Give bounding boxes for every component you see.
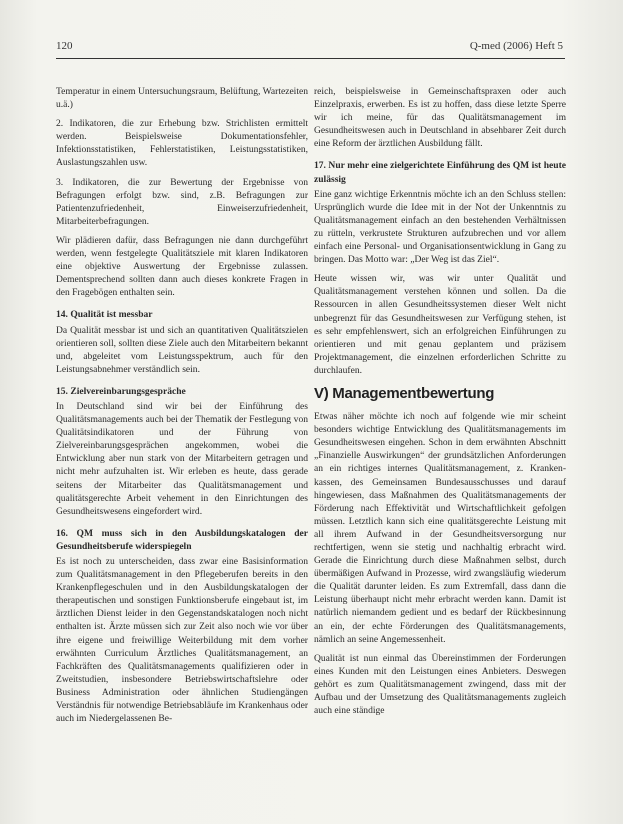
paragraph-v1: Etwas näher möchte ich noch auf folgende wie mir scheint besonders wichtige Entwicklung des Qualitätsmanagements im Gesundheitswesen eingehen. Schon in dem erwähnten Abschnitt „Finanzielle Auswirkungen“ der grundsätzlichen Anforderungen an ein richtiges internes Qualitätsmanagement, z. Kranken-kassen, des Gemeinsamen Bundesausschusses und darauf hingewiesen, dass Maßnahmen des Qualitätsmanagements der Förderung nach Effektivität und Wirtschaftlichkeit gefolgen müssen. Letztlich kann sich eine qualitätsgerechte Leistung mit all ihrem Aufwand in der Gesundheitsversorgung nur rechtfertigen, wenn sie stetig und nachhaltig erbracht wird. Gerade die Einrichtung durch diese Maßnahmen selbst, durch übermäßigen Aufwand in Prozesse, wird zwangsläufig wiederum die Qualität darunter leiden. Es zum Extremfall, dass dann die Leistung überhaupt nicht mehr erbracht werden kann. Damit ist natürlich niemandem gedient und es bedarf der Rückbesinnung an ein, der echte Förderungen des Qualitätsmanagements, nämlich an seine Angemessenheit. [314, 411, 566, 645]
paragraph-v2: Qualität ist nun einmal das Übereinstimmen der Forderungen eines Kunden mit den Leistungen eines Anbieters. Deswegen gehört es zum Qualitätsmanagement zwingend, dass mit der Aufbau und der Umsetzung des Qualitätsmanagements zugleich auch eine ständige [314, 652, 566, 717]
paragraph-16: Es ist noch zu unterscheiden, dass zwar eine Basisinformation zum Qualitätsmanagement in den Pflegeberufen bereits in den Krankenpflegeschulen und in den Ausbildungskatalogen der therapeutischen und sonstigen Funktionsberufe eingebaut ist, im ärztlichen Dienst leider in den Gegenstandskatalogen noch nicht enthalten ist. Ärzte müssen sich zur Zeit also noch wie vor über ihre eigene und freiwillige Weiterbildung mit dem vorher erwähnten Curriculum Ärztliches Qualitätsmanagement, an Fachkräften des Qualitätsmanagements qualifizieren oder in Zweitstudien, insbesondere Betriebswirtschaftslehre oder Business Administration oder ähnlichen Studiengängen Verständnis für notwendige Betriebsabläufe im Krankenhaus oder auch im Niedergelassenen Be- [56, 556, 308, 725]
heading-15: 15. Zielvereinbarungsgespräche [56, 385, 186, 397]
heading-16: 16. QM muss sich in den Ausbildungskatalogen der Gesundheitsberufe widerspiegeln [56, 527, 308, 552]
paragraph-intro: Temperatur in einem Untersuchungsraum, Belüftung, Wartezeiten u.ä.) [56, 86, 308, 111]
heading-14: 14. Qualität ist messbar [56, 309, 153, 321]
left-column [56, 85, 308, 731]
heading-17: 17. Nur mehr eine zielgerichtete Einführung des QM ist heute zulässig [314, 160, 566, 185]
paragraph-item-2: 2. Indikatoren, die zur Erhebung bzw. Strichlisten ermittelt werden. Beispielsweise Dokumentationsfehler, Infektionsstatistiken, Fehlerstatistiken, Leistungsstatistiken, Auslastungszahlen usw. [56, 118, 308, 169]
section-title: V) Managementbewertung [314, 384, 495, 402]
right-column [314, 85, 566, 723]
journal-header: Q-med (2006) Heft 5 [469, 40, 563, 52]
paragraph-15: In Deutschland sind wir bei der Einführung des Qualitätsmanagements auch bei der Thematik der Festlegung von Qualitätsindikatoren und der Führung von Zielvereinbarungsgesprächen angekommen, wobei die Entwicklung aber nun stark von der Mitarbeitern getragen und nicht mehr aufzuhalten ist. Wir erleben es heute, dass gerade seitens der Mitarbeiter das Qualitätsmanagement und qualitätsgerechte Arbeit vehement in den Einrichtungen des Gesundheitswesens eingefordert wird. [56, 400, 308, 517]
header-rule [56, 58, 565, 59]
paragraph-plead: Wir plädieren dafür, dass Befragungen nie dann durchgeführt werden, wenn festgelegte Qualitätsziele mit klaren Indikatoren eine objektive Auswertung der Ergebnisse zulassen. Dementsprechend sollten dann auch dieses konkrete Fragen in den Fragebögen enthalten sein. [56, 234, 308, 299]
paragraph-item-3: 3. Indikatoren, die zur Bewertung der Ergebnisse von Befragungen erfolgt bzw. sind, z.B. Befragungen zur Patientenzufriedenheit, Einweiserzufriedenheit, Mitarbeiterbefragungen. [56, 176, 308, 227]
page-number: 120 [56, 40, 73, 52]
paragraph-14: Da Qualität messbar ist und sich an quantitativen Qualitätszielen orientieren soll, sollten diese Ziele auch den Mitarbeitern bekannt und, abgeleitet vom Leistungsspektrum, auch für den Leistungsabnehmer verständlich sein. [56, 324, 308, 375]
paragraph-17b: Heute wissen wir, was wir unter Qualität und Qualitätsmanagement verstehen können und sollen. Da die Ressourcen in allen Gesundheitssystemen dieser Welt nicht unbegrenzt für das Gesundheitswesen zur Verfügung stehen, ist es sehr empfehlenswert, sich an erfolgreichen Einführungen zu orientieren und mit genau geplantem und präzisem Projektmanagement, die einzelnen erforderlichen Schritte zu durchlaufen. [314, 273, 566, 376]
paragraph-17a: Eine ganz wichtige Erkenntnis möchte ich an den Schluss stellen: Ursprünglich wurde die Idee mit in der Not der Unkenntnis zu Qualitätsmanagement einfach an den bestehenden Verhältnissen zu rütteln, verkrustete Strukturen aufzubrechen und vor allem einfach eine Personal- und Organisationsentwicklung in Gang zu bringen. Das Motto war: „Der Weg ist das Ziel“. [314, 188, 566, 266]
paragraph-continued: reich, beispielsweise in Gemeinschaftspraxen oder auch Einzelpraxis, erwerben. Es ist zu hoffen, dass diese letzte Sperre wir ich meine, für das Qualitätsmanagement im Gesundheitswesen auch in Deutschland in absehbarer Zeit durch eine Reform der ärztlichen Ausbildung fällt. [314, 86, 566, 150]
